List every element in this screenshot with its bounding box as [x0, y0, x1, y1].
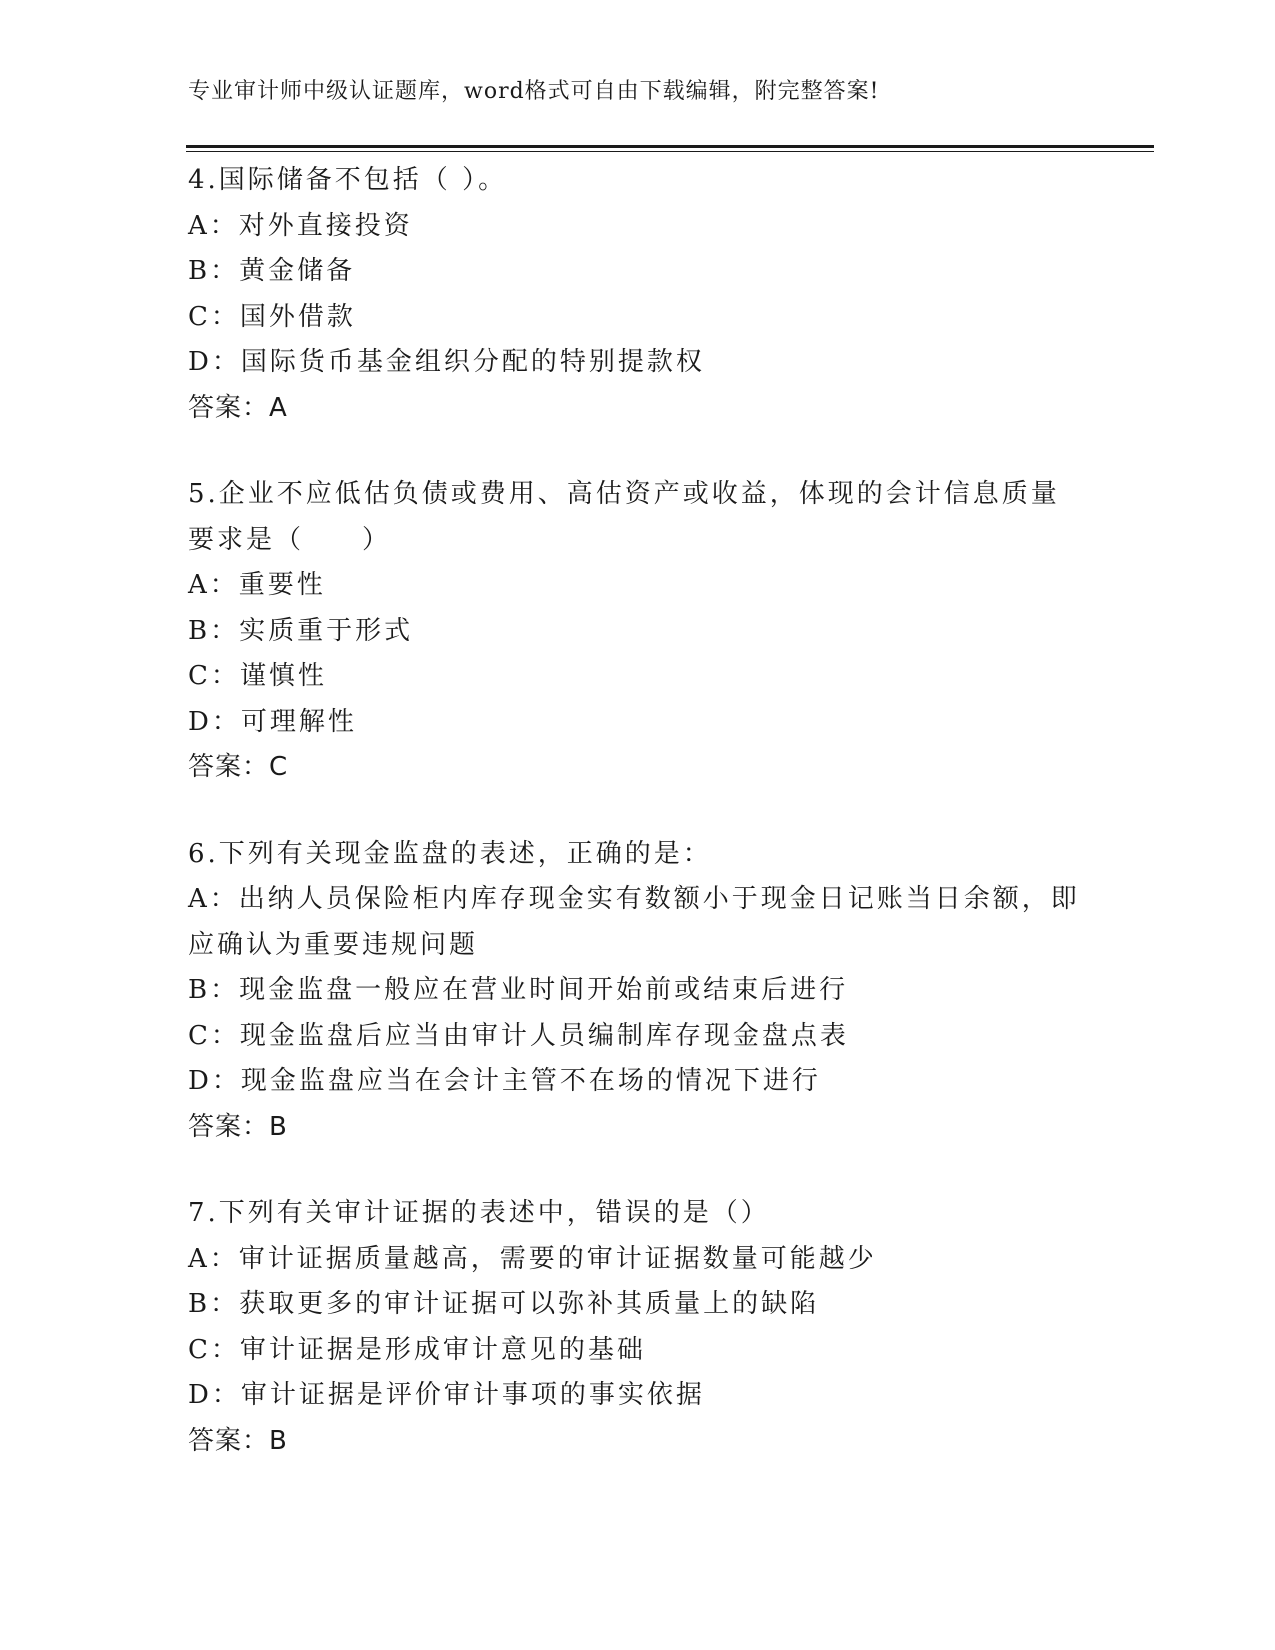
option-a-continued: 应确认为重要违规问题: [188, 929, 479, 960]
option-c: C：审计证据是形成审计意见的基础: [188, 1334, 646, 1365]
question-stem-continued: 要求是（ ）: [188, 524, 392, 555]
question-stem: 5.企业不应低估负债或费用、高估资产或收益，体现的会计信息质量: [188, 479, 1060, 509]
option-c: C：国外借款: [188, 301, 356, 332]
option-a: A：审计证据质量越高，需要的审计证据数量可能越少: [188, 1243, 877, 1274]
option-d: D：国际货币基金组织分配的特别提款权: [188, 347, 705, 377]
option-b: B：现金监盘一般应在营业时间开始前或结束后进行: [188, 975, 849, 1005]
question-7: [188, 1191, 1088, 1464]
answer: 答案：B: [188, 1425, 288, 1456]
option-a: A：对外直接投资: [188, 210, 413, 241]
option-c: C：现金监盘后应当由审计人员编制库存现金盘点表: [188, 1020, 849, 1051]
answer: 答案：B: [188, 1111, 288, 1142]
option-b: B：获取更多的审计证据可以弥补其质量上的缺陷: [188, 1289, 820, 1319]
header-rule-thin: [186, 151, 1154, 152]
option-b: B：黄金储备: [188, 256, 356, 286]
answer: 答案：A: [188, 392, 288, 423]
question-stem: 7.下列有关审计证据的表述中，错误的是（）: [188, 1198, 770, 1228]
header-rule-thick: [186, 145, 1154, 148]
option-c: C：谨慎性: [188, 661, 327, 691]
question-stem: 4.国际储备不包括（ ）。: [188, 165, 508, 195]
option-a: A：重要性: [188, 570, 326, 600]
option-b: B：实质重于形式: [188, 615, 414, 646]
question-stem: 6.下列有关现金监盘的表述，正确的是：: [188, 838, 712, 869]
question-5: [188, 472, 1088, 791]
question-6: [188, 832, 1088, 1151]
question-4: [188, 158, 1088, 431]
page-header: 专业审计师中级认证题库，word格式可自由下载编辑，附完整答案!: [188, 79, 880, 104]
option-a: A：出纳人员保险柜内库存现金实有数额小于现金日记账当日余额，即: [188, 884, 1080, 914]
option-d: D：现金监盘应当在会计主管不在场的情况下进行: [188, 1066, 821, 1096]
answer: 答案：C: [188, 752, 289, 782]
option-d: D：审计证据是评价审计事项的事实依据: [188, 1380, 705, 1410]
option-d: D：可理解性: [188, 706, 357, 737]
question-list: [188, 158, 1088, 1505]
